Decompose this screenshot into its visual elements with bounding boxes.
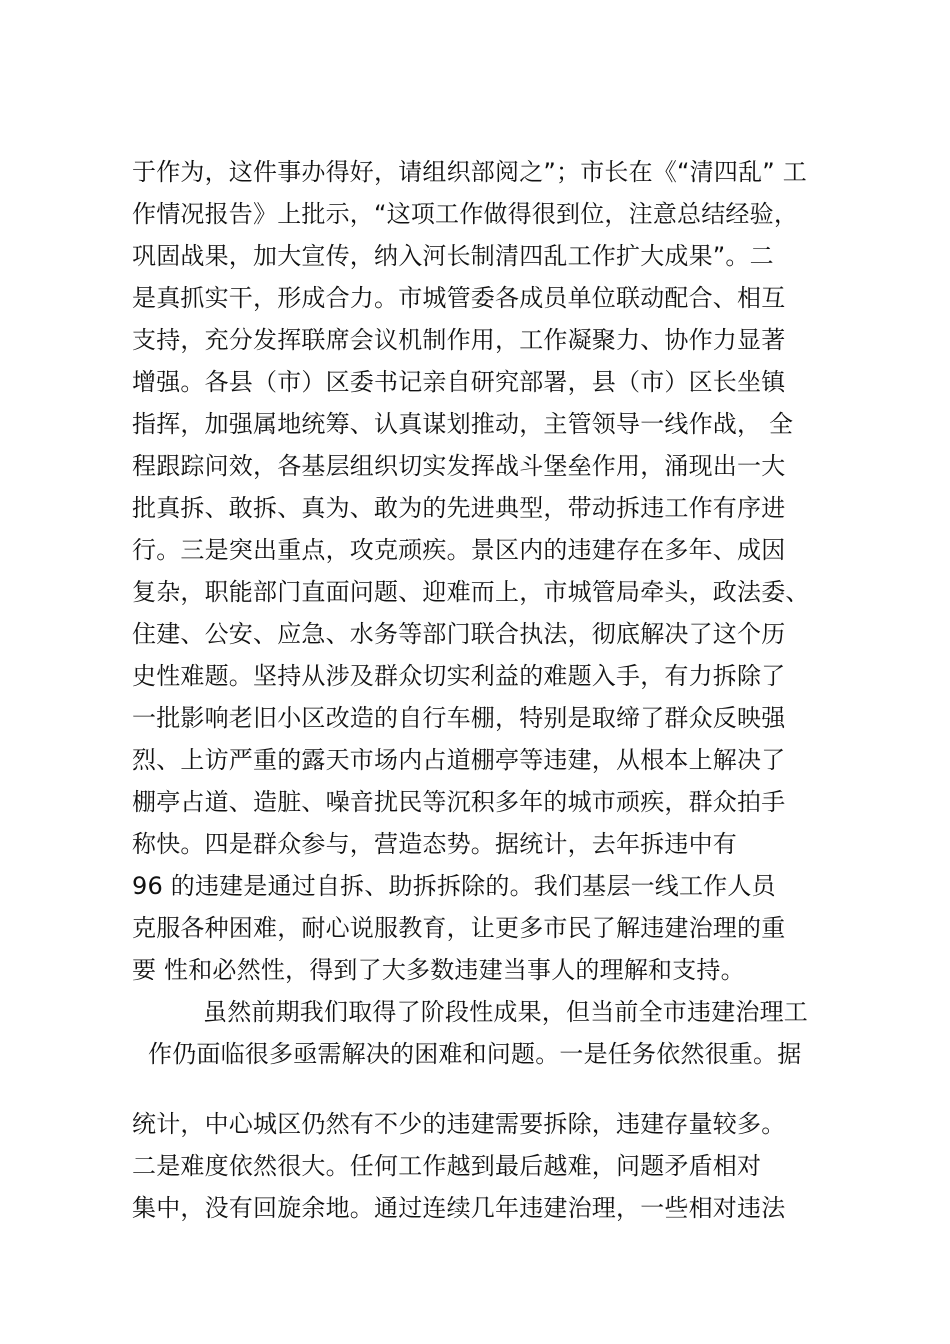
text-line: 棚亭占道、造脏、噪音扰民等沉积多年的城市顽疾，群众拍手 [132, 788, 786, 816]
text-line: 批真拆、敢拆、真为、敢为的先进典型，带动拆违工作有序进 [132, 494, 786, 522]
text-line: 集中，没有回旋余地。通过连续几年违建治理，一些相对违法 [132, 1194, 786, 1222]
text-line: 作仍面临很多亟需解决的困难和问题。一是任务依然很重。据 [148, 1040, 802, 1068]
text-line: 增强。各县（市）区委书记亲自研究部署，县（市）区长坐镇 [132, 368, 786, 396]
text-line: 96 的违建是通过自拆、助拆拆除的。我们基层一线工作人员 [132, 872, 776, 900]
text-line: 巩固战果，加大宣传，纳入河长制清四乱工作扩大成果”。二 [132, 242, 774, 270]
text-line: 克服各种困难，耐心说服教育，让更多市民了解违建治理的重 [132, 914, 786, 942]
text-line: 是真抓实干，形成合力。市城管委各成员单位联动配合、相互 [132, 284, 786, 312]
text-line: 一批影响老旧小区改造的自行车棚，特别是取缔了群众反映强 [132, 704, 786, 732]
text-line: 统计，中心城区仍然有不少的违建需要拆除，违建存量较多。 [132, 1110, 786, 1138]
text-line: 行。三是突出重点，攻克顽疾。景区内的违建存在多年、成因 [132, 536, 786, 564]
text-line: 二是难度依然很大。任何工作越到最后越难，问题矛盾相对 [132, 1152, 762, 1180]
text-line: 要 性和必然性，得到了大多数违建当事人的理解和支持。 [132, 956, 745, 984]
text-line: 称快。四是群众参与，营造态势。据统计，去年拆违中有 [132, 830, 737, 858]
text-line: 指挥，加强属地统筹、认真谋划推动，主管领导一线作战， 全 [132, 410, 794, 438]
text-line: 住建、公安、应急、水务等部门联合执法，彻底解决了这个历 [132, 620, 786, 648]
text-line: 程跟踪问效，各基层组织切实发挥战斗堡垒作用，涌现出一大 [132, 452, 786, 480]
text-line: 作情况报告》上批示，“这项工作做得很到位，注意总结经验， [132, 200, 799, 228]
text-line: 复杂，职能部门直面问题、迎难而上，市城管局牵头，政法委、 [132, 578, 810, 606]
text-line: 支持，充分发挥联席会议机制作用，工作凝聚力、协作力显著 [132, 326, 786, 354]
paragraph-first-line: 虽然前期我们取得了阶段性成果，但当前全市违建治理工 [203, 998, 808, 1026]
text-line: 史性难题。坚持从涉及群众切实利益的难题入手，有力拆除了 [132, 662, 786, 690]
text-line: 烈、上访严重的露天市场内占道棚亭等违建，从根本上解决了 [132, 746, 786, 774]
text-line: 于作为，这件事办得好，请组织部阅之”；市长在《“清四乱” 工 [132, 158, 807, 186]
